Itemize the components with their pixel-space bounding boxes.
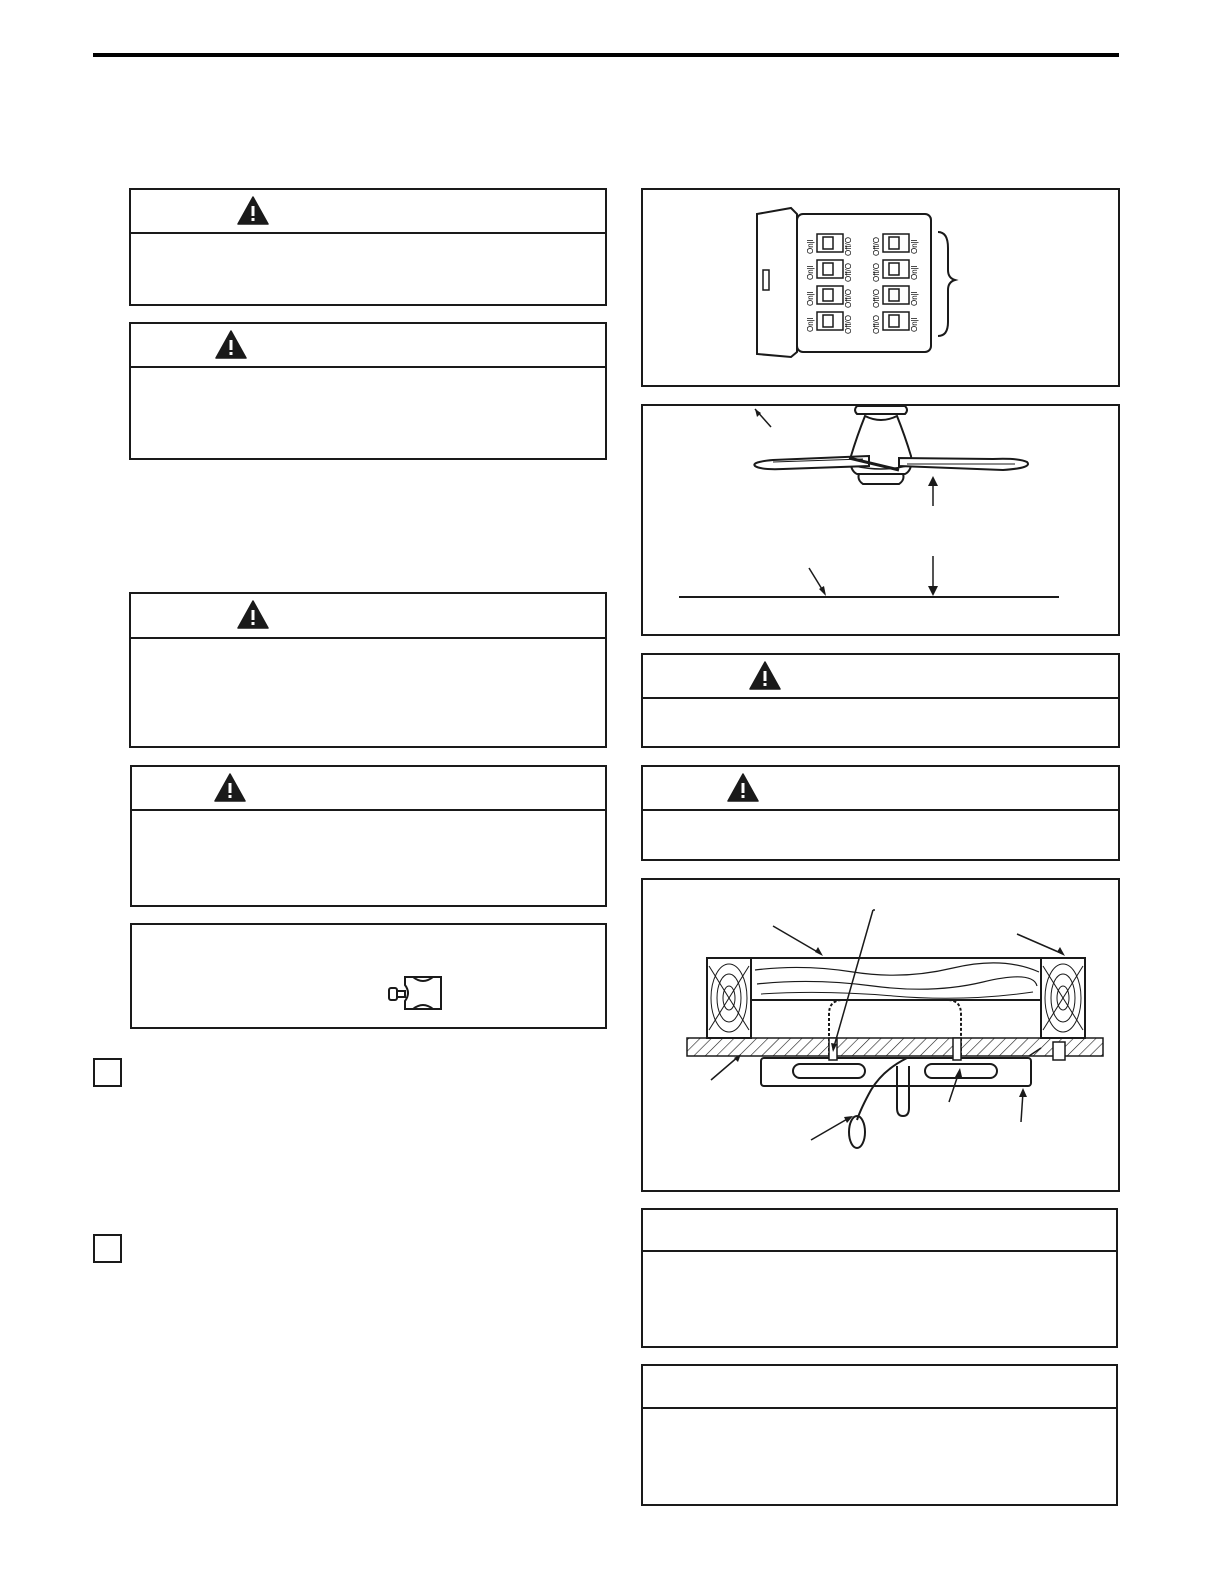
- warning-box-6-header: [643, 767, 1118, 811]
- fan-height-figure: [641, 404, 1120, 636]
- ceiling-fan-illustration: [643, 406, 1120, 636]
- warning-box-4: [130, 765, 607, 907]
- breaker-toggle: [889, 263, 899, 275]
- breaker-toggle: [823, 315, 833, 327]
- breaker-toggle: [823, 237, 833, 249]
- breaker-on-label: On|l: [806, 239, 815, 254]
- breaker-off-label: Off/O: [844, 263, 853, 282]
- breaker-off-label: Off/O: [844, 237, 853, 256]
- warning-box-3: [129, 592, 607, 748]
- warning-triangle-icon: [215, 330, 247, 359]
- note-box-2-header: [643, 1366, 1116, 1409]
- step-checkbox-2[interactable]: [93, 1234, 122, 1263]
- breaker-on-label: On|l: [910, 317, 919, 332]
- breaker-off-label: Off/O: [872, 237, 881, 256]
- breaker-off-label: Off/O: [872, 263, 881, 282]
- joist-bracket-illustration: [643, 880, 1120, 1192]
- breaker-toggle: [823, 263, 833, 275]
- warning-box-1: [129, 188, 607, 306]
- breaker-panel-illustration: [643, 190, 1120, 387]
- warning-triangle-icon: [237, 196, 269, 225]
- breaker-on-label: On|l: [910, 291, 919, 306]
- breaker-toggle: [889, 315, 899, 327]
- warning-triangle-icon: [727, 773, 759, 802]
- warning-triangle-icon: [214, 773, 246, 802]
- warning-box-1-header: [131, 190, 605, 234]
- tip-box: [130, 923, 607, 1029]
- breaker-toggle: [823, 289, 833, 301]
- breaker-toggle: [889, 289, 899, 301]
- mounting-bracket-figure: [641, 878, 1120, 1192]
- note-box-1-header: [643, 1210, 1116, 1252]
- warning-triangle-icon: [237, 600, 269, 629]
- wire-connector-icon: [387, 973, 445, 1013]
- breaker-panel-figure: [641, 188, 1120, 387]
- warning-triangle-icon: [749, 661, 781, 690]
- warning-box-5: [641, 653, 1120, 748]
- breaker-on-label: On|l: [910, 239, 919, 254]
- breaker-on-label: On|l: [806, 265, 815, 280]
- step-checkbox-1[interactable]: [93, 1058, 122, 1087]
- warning-box-2: [129, 322, 607, 460]
- breaker-off-label: Off/O: [872, 315, 881, 334]
- breaker-off-label: Off/O: [844, 289, 853, 308]
- breaker-off-label: Off/O: [872, 289, 881, 308]
- header-rule: [93, 53, 1119, 57]
- breaker-on-label: On|l: [910, 265, 919, 280]
- note-box-2: [641, 1364, 1118, 1506]
- breaker-on-label: On|l: [806, 291, 815, 306]
- warning-box-5-header: [643, 655, 1118, 699]
- warning-box-3-header: [131, 594, 605, 639]
- warning-box-2-header: [131, 324, 605, 368]
- warning-box-4-header: [132, 767, 605, 811]
- breaker-toggle: [889, 237, 899, 249]
- breaker-off-label: Off/O: [844, 315, 853, 334]
- note-box-1: [641, 1208, 1118, 1348]
- breaker-on-label: On|l: [806, 317, 815, 332]
- warning-box-6: [641, 765, 1120, 861]
